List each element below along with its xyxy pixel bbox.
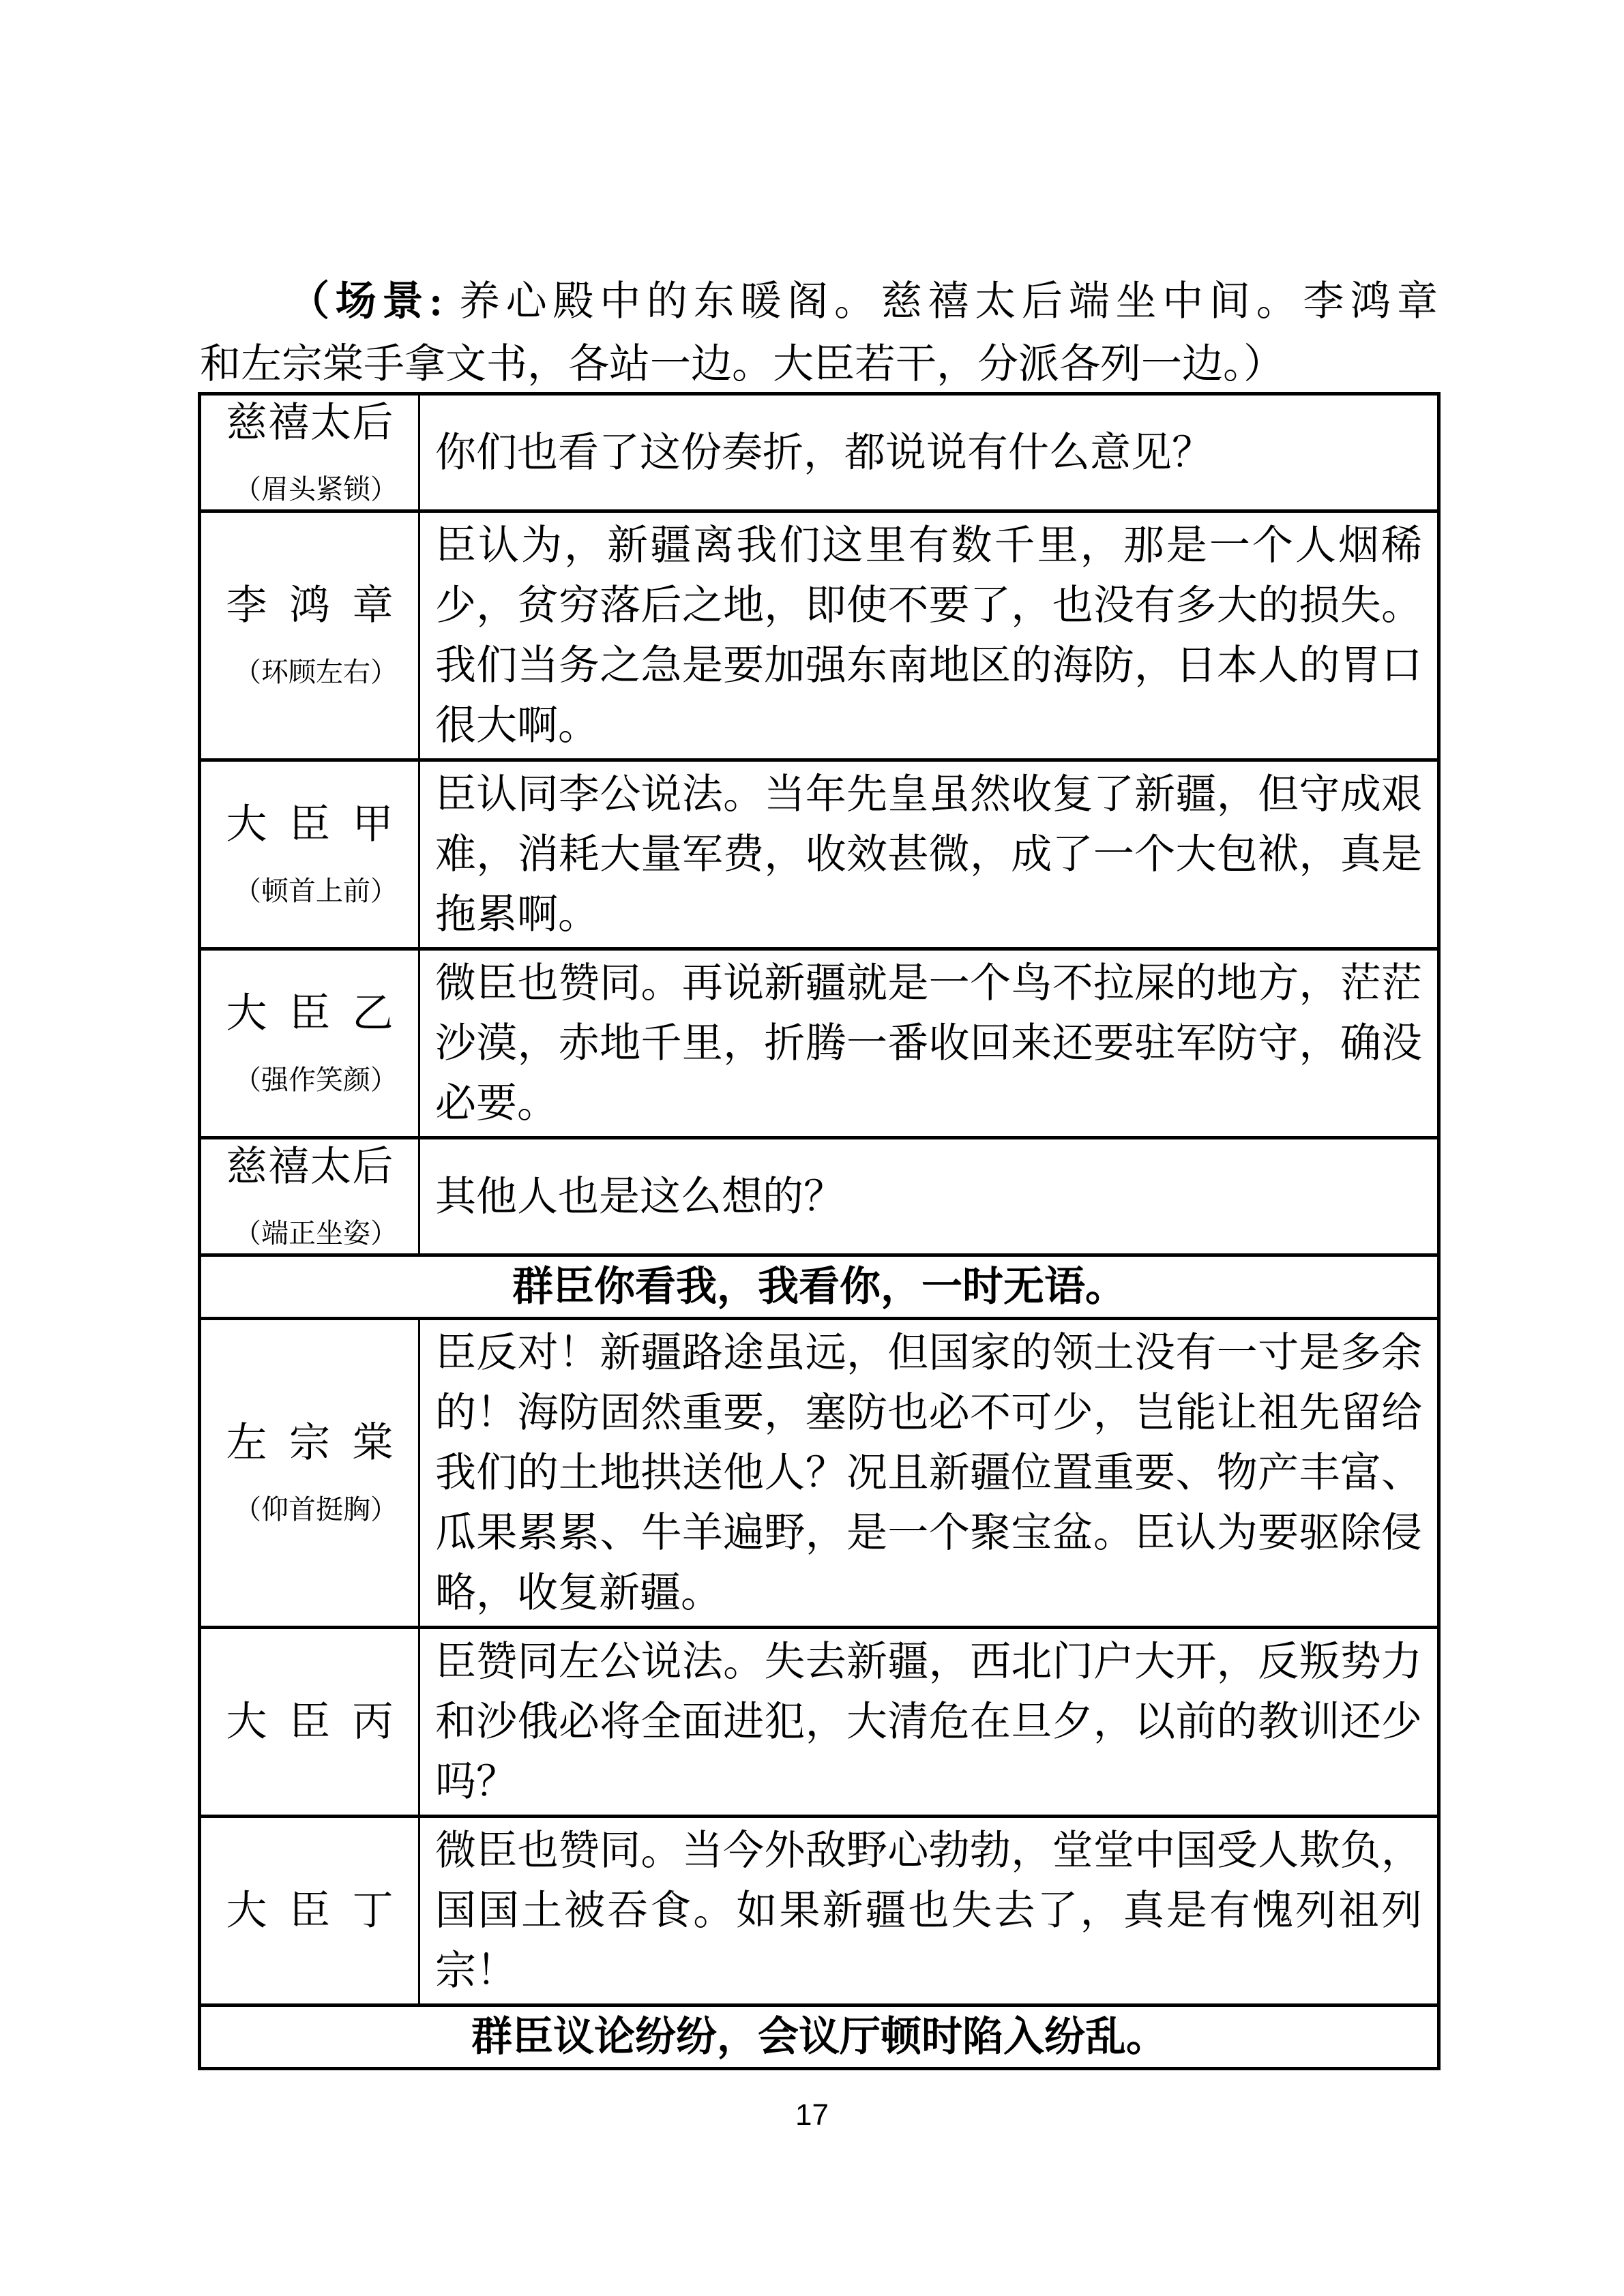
page-number: 17	[795, 2098, 829, 2132]
speaker-name: 大臣丁	[226, 1888, 394, 1933]
speaker-cell	[200, 1628, 419, 1817]
dialogue-cell: 微臣也赞同。当今外敌野心勃勃，堂堂中国受人欺负，国国土被吞食。如果新疆也失去了，真是有愧列祖列宗！	[419, 1817, 1439, 2006]
speaker-cell	[200, 949, 419, 1138]
dialogue-row	[200, 1628, 1439, 1817]
speaker-stage-direction: （环顾左右）	[234, 657, 398, 687]
dialogue-cell: 臣认同李公说法。当年先皇虽然收复了新疆，但守成艰难，消耗大量军费，收效甚微，成了一个大包袱，真是拖累啊。	[419, 760, 1439, 949]
dialogue-cell: 臣认为，新疆离我们这里有数千里，那是一个人烟稀少，贫穷落后之地，即使不要了，也没有多大的损失。我们当务之急是要加强东南地区的海防，日本人的胃口很大啊。	[419, 511, 1439, 760]
dialogue-cell: 臣反对！新疆路途虽远，但国家的领土没有一寸是多余的！海防固然重要，塞防也必不可少，岂能让祖先留给我们的土地拱送他人？况且新疆位置重要、物产丰富、瓜果累累、牛羊遍野，是一个聚宝盆。臣认为要驱除侵略，收复新疆。	[419, 1319, 1439, 1628]
speaker-name: 大臣甲	[226, 802, 394, 847]
speaker-cell	[200, 1319, 419, 1628]
dialogue-cell: 其他人也是这么想的？	[419, 1138, 1439, 1255]
stage-direction-row	[200, 2006, 1439, 2069]
dialogue-cell: 臣赞同左公说法。失去新疆，西北门户大开，反叛势力和沙俄必将全面进犯，大清危在旦夕，以前的教训还少吗？	[419, 1628, 1439, 1817]
script-table	[198, 392, 1441, 2070]
speaker-cell	[200, 1817, 419, 2006]
stage-text-cell: 群臣议论纷纷，会议厅顿时陷入纷乱。	[200, 2006, 1439, 2069]
speaker-cell	[200, 760, 419, 949]
scene-intro-line1	[200, 270, 1438, 333]
stage-text-cell: 群臣你看我，我看你，一时无语。	[200, 1255, 1439, 1319]
dialogue-row	[200, 394, 1439, 511]
stage-direction-row	[200, 1255, 1439, 1319]
dialogue-row	[200, 1138, 1439, 1255]
speaker-stage-direction: （眉头紧锁）	[234, 473, 398, 505]
speaker-name: 左宗棠	[226, 1420, 394, 1465]
speaker-stage-direction: （端正坐姿）	[234, 1217, 398, 1249]
speaker-name: 慈禧太后	[226, 1144, 394, 1189]
dialogue-row	[200, 760, 1439, 949]
speaker-name: 慈禧太后	[226, 400, 394, 445]
dialogue-cell: 微臣也赞同。再说新疆就是一个鸟不拉屎的地方，茫茫沙漠，赤地千里，折腾一番收回来还要驻军防守，确没必要。	[419, 949, 1439, 1138]
scene-intro-line2: 和左宗棠手拿文书，各站一边。大臣若干，分派各列一边。）	[200, 342, 1284, 387]
speaker-stage-direction: （顿首上前）	[234, 876, 398, 906]
speaker-name: 大臣丙	[226, 1699, 394, 1744]
speaker-stage-direction: （仰首挺胸）	[234, 1494, 398, 1525]
speaker-name: 李鸿章	[226, 583, 394, 628]
dialogue-row	[200, 949, 1439, 1138]
speaker-cell	[200, 1138, 419, 1255]
speaker-stage-direction: （强作笑颜）	[234, 1064, 398, 1095]
scene-intro-line1-text: 养心殿中的东暖阁。慈禧太后端坐中间。李鸿章	[443, 279, 1438, 324]
dialogue-row	[200, 1319, 1439, 1628]
dialogue-row	[200, 1817, 1439, 2006]
dialogue-cell: 你们也看了这份奏折，都说说有什么意见？	[419, 394, 1439, 511]
speaker-name: 大臣乙	[226, 991, 394, 1036]
scene-intro	[200, 270, 1438, 396]
speaker-cell	[200, 511, 419, 760]
dialogue-row	[200, 511, 1439, 760]
speaker-cell	[200, 394, 419, 511]
scene-label: （场景:	[289, 279, 443, 324]
